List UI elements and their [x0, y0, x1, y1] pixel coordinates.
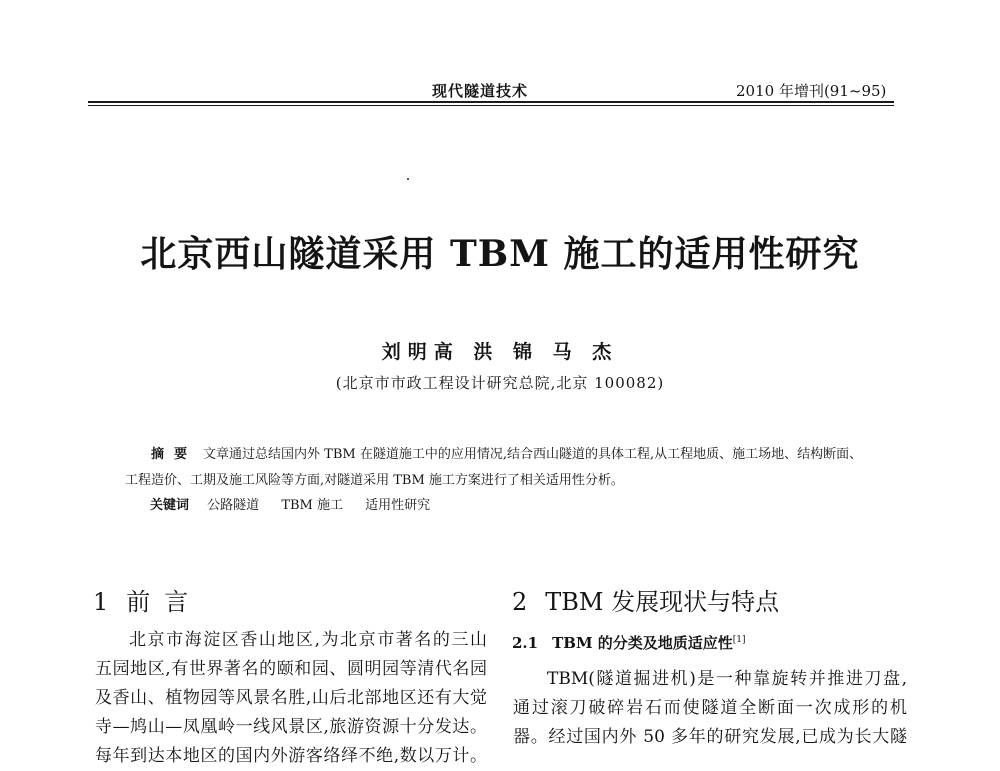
subsection-title: TBM 的分类及地质适应性 — [552, 634, 733, 652]
author-list: 刘明高 洪 锦 马 杰 — [381, 341, 619, 363]
abstract-block — [125, 442, 875, 494]
body-line: 北京市海淀区香山地区,为北京市著名的三山 — [129, 630, 487, 650]
keywords-label: 关键词 — [150, 498, 190, 513]
body-line: 器。经过国内外 50 多年的研究发展,已成为长大隧 — [513, 727, 907, 747]
header-rule-thin — [88, 105, 894, 106]
body-line: 五园地区,有世界著名的颐和园、圆明园等清代名园 — [95, 659, 487, 679]
keyword-item: 适用性研究 — [365, 498, 431, 513]
scan-speck — [407, 178, 409, 180]
keyword-item: 公路隧道 — [207, 498, 260, 513]
section-1-heading — [93, 582, 202, 617]
article-title: 北京西山隧道采用 TBM 施工的适用性研究 — [140, 233, 860, 275]
body-line: 寺—鸠山—凤凰岭一线风景区,旅游资源十分发达。 — [95, 717, 487, 737]
keywords-block — [150, 494, 448, 513]
issue-info: 2010 年增刊(91~95) — [736, 82, 887, 100]
body-line: TBM(隧道掘进机)是一种靠旋转并推进刀盘, — [547, 669, 907, 689]
section-2-title: TBM 发展现状与特点 — [545, 588, 780, 616]
keyword-item: TBM 施工 — [281, 498, 343, 513]
body-line: 及香山、植物园等风景名胜,山后北部地区还有大觉 — [95, 688, 487, 708]
section-2-heading — [512, 582, 779, 617]
citation-ref[interactable]: [1] — [732, 635, 746, 645]
header-rule-thick — [88, 101, 894, 103]
subsection-number: 2.1 — [512, 634, 539, 652]
abstract-text: 文章通过总结国内外 TBM 在隧道施工中的应用情况,结合西山隧道的具体工程,从工程地质、施工场地、结构断面、工程造价、工期及施工风险等方面,对隧道采用 TBM 施工方案进行了相关适用性分析。 — [125, 447, 863, 488]
section-1-number: 1 — [93, 588, 109, 616]
affiliation: (北京市市政工程设计研究总院,北京 100082) — [335, 374, 665, 392]
body-line: 通过滚刀破碎岩石而使隧道全断面一次成形的机 — [513, 698, 907, 718]
section-1-title: 前言 — [126, 588, 203, 616]
section-2-body — [513, 665, 907, 752]
section-1-body — [95, 626, 487, 771]
abstract-label: 摘要 — [151, 447, 198, 462]
body-line: 每年到达本地区的国内外游客络绎不绝,数以万计。 — [95, 746, 487, 766]
section-2-number: 2 — [512, 588, 528, 616]
subsection-2-1-heading — [512, 632, 746, 653]
journal-name: 现代隧道技术 — [432, 82, 529, 100]
